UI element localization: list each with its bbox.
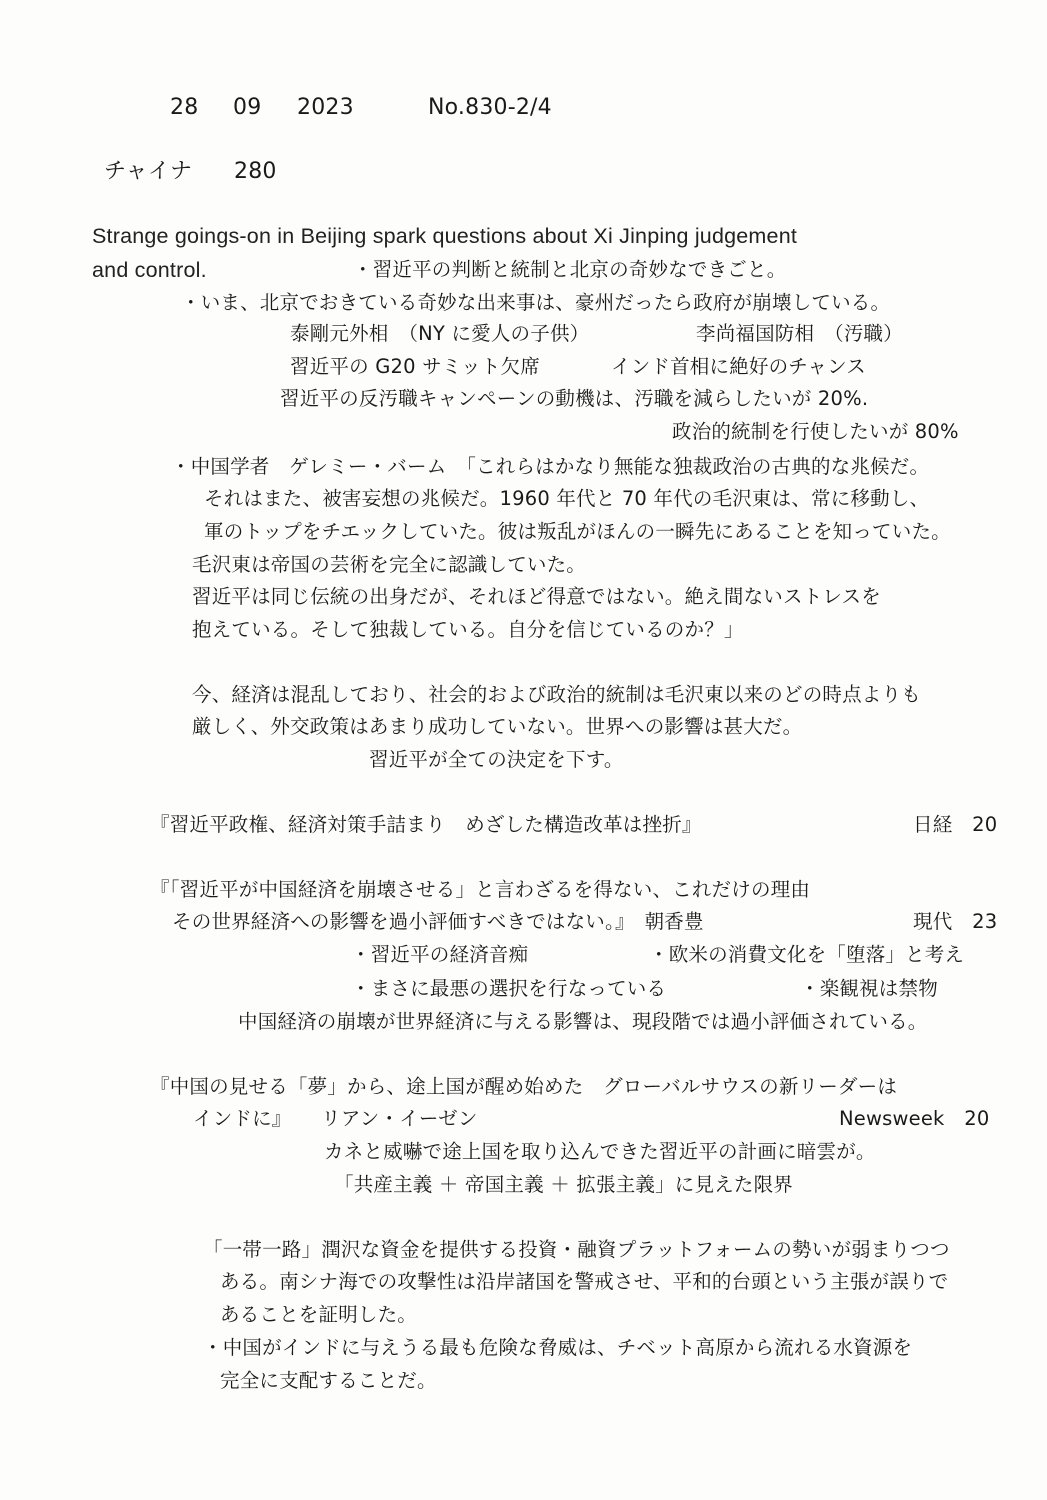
text-line: 習近平の G20 サミット欠席 xyxy=(290,355,540,378)
text-line: 中国経済の崩壊が世界経済に与える影響は、現段階では過小評価されている。 xyxy=(238,1010,928,1033)
article-source-gendai: 現代 23 xyxy=(913,910,998,933)
text-line: 泰剛元外相 （NY に愛人の子供） xyxy=(290,322,590,345)
article-title-newsweek: 『中国の見せる「夢」から、途上国が醒め始めた グローバルサウスの新リーダーは xyxy=(150,1075,898,1098)
bullet-point: ・習近平の経済音痴 xyxy=(351,943,529,966)
english-headline-line-2: and control. xyxy=(92,258,207,282)
article-title-newsweek-line-2: インドに』 リアン・イーゼン xyxy=(193,1107,478,1130)
text-line: 習近平は同じ伝統の出身だが、それほど得意ではない。絶え間ないストレスを xyxy=(192,585,881,608)
bullet-beijing: ・いま、北京でおきている奇妙な出来事は、豪州だったら政府が崩壊している。 xyxy=(181,291,891,314)
bullet-summary: ・習近平の判断と統制と北京の奇妙なできごと。 xyxy=(353,258,787,281)
article-source-newsweek: Newsweek 20 xyxy=(839,1107,990,1130)
text-line: 習近平が全ての決定を下す。 xyxy=(369,748,624,771)
article-source-nikkei: 日経 20 xyxy=(913,813,998,836)
text-line: ある。南シナ海での攻撃性は沿岸諸国を警戒させ、平和的台頭という主張が誤りで xyxy=(220,1270,949,1293)
text-line: 軍のトップをチエックしていた。彼は叛乱がほんの一瞬先にあることを知っていた。 xyxy=(204,520,951,543)
text-line: 毛沢東は帝国の芸術を完全に認識していた。 xyxy=(192,553,587,576)
bullet-india: ・中国がインドに与えうる最も危険な脅威は、チベット高原から流れる水資源を xyxy=(203,1336,913,1359)
date-month: 09 xyxy=(233,95,262,120)
text-line: それはまた、被害妄想の兆候だ。1960 年代と 70 年代の毛沢東は、常に移動し、 xyxy=(204,487,930,510)
doc-number: No.830-2/4 xyxy=(428,95,552,120)
text-line: 「一帯一路」潤沢な資金を提供する投資・融資プラットフォームの勢いが弱まりつつ xyxy=(203,1238,950,1261)
bullet-scholar: ・中国学者 ゲレミー・バーム 「これらはかなり無能な独裁政治の古典的な兆候だ。 xyxy=(171,455,930,478)
text-line: 完全に支配することだ。 xyxy=(220,1369,437,1392)
text-line: 習近平の反汚職キャンペーンの動機は、汚職を減らしたいが 20%. xyxy=(280,387,869,410)
text-line: 今、経済は混乱しており、社会的および政治的統制は毛沢東以来のどの時点よりも xyxy=(192,683,921,706)
bullet-point: ・まさに最悪の選択を行なっている xyxy=(351,977,667,1000)
article-title-gendai: 『「習近平が中国経済を崩壊させる」と言わざるを得ない、これだけの理由 xyxy=(150,878,811,901)
bullet-point: ・欧米の消費文化を「堕落」と考え xyxy=(649,943,965,966)
section-name: チャイナ xyxy=(104,159,193,184)
text-line: 抱えている。そして独裁している。自分を信じているのか？」 xyxy=(192,618,744,641)
text-line: 政治的統制を行使したいが 80% xyxy=(672,420,959,443)
article-title-gendai-line-2: その世界経済への影響を過小評価すべきではない。』 朝香豊 xyxy=(172,910,704,933)
date-year: 2023 xyxy=(297,95,354,120)
text-line: インド首相に絶好のチャンス xyxy=(611,355,866,378)
text-line: 厳しく、外交政策はあまり成功していない。世界への影響は甚大だ。 xyxy=(192,715,803,738)
date-day: 28 xyxy=(170,95,199,120)
text-line: あることを証明した。 xyxy=(220,1303,418,1326)
text-line: 李尚福国防相 （汚職） xyxy=(696,322,903,345)
english-headline-line-1: Strange goings-on in Beijing spark questions about Xi Jinping judgement xyxy=(92,224,798,248)
text-line: カネと威嚇で途上国を取り込んできた習近平の計画に暗雲が。 xyxy=(324,1140,876,1163)
article-title-nikkei: 『習近平政権、経済対策手詰まり めざした構造改革は挫折』 xyxy=(150,813,702,836)
section-number: 280 xyxy=(234,159,277,184)
text-line: 「共産主義 ＋ 帝国主義 ＋ 拡張主義」に見えた限界 xyxy=(334,1173,793,1196)
bullet-point: ・楽観視は禁物 xyxy=(800,977,938,1000)
